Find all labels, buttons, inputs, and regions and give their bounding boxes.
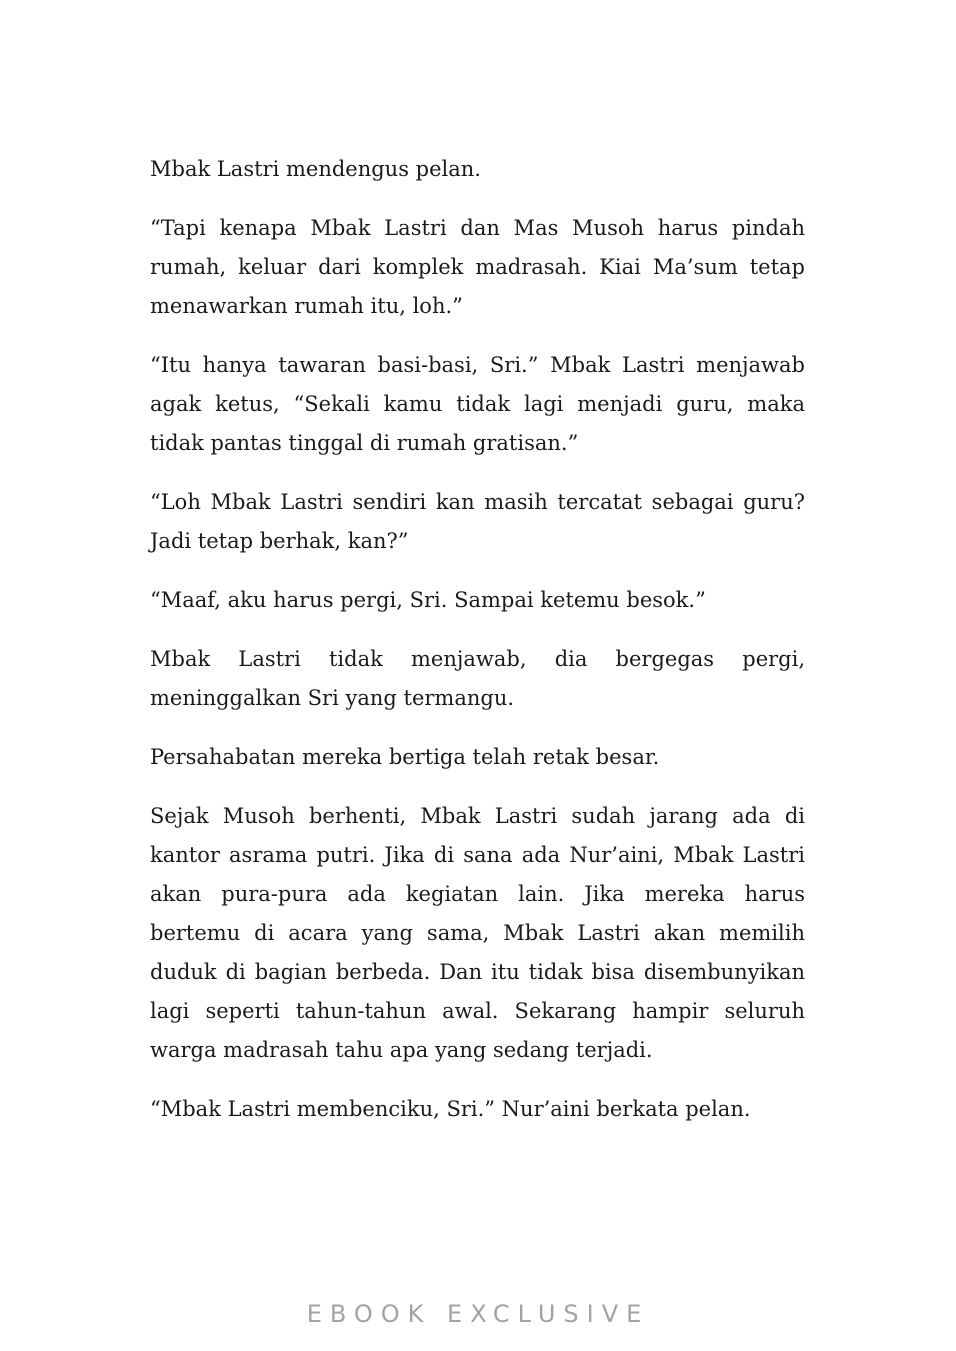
paragraph: “Tapi kenapa Mbak Lastri dan Mas Musoh harus pindah rumah, keluar dari komplek madrasah. Kiai Ma’sum tetap menawarkan rumah itu, loh.” (150, 216, 805, 318)
paragraph: “Mbak Lastri membenciku, Sri.” Nur’aini berkata pelan. (150, 1097, 751, 1121)
paragraph: Mbak Lastri tidak menjawab, dia bergegas pergi, meninggalkan Sri yang termangu. (150, 647, 805, 710)
paragraph: Persahabatan mereka bertiga telah retak besar. (150, 745, 660, 769)
paragraph: “Itu hanya tawaran basi-basi, Sri.” Mbak Lastri menjawab agak ketus, “Sekali kamu tidak lagi menjadi guru, maka tidak pantas tinggal di rumah gratisan.” (150, 353, 805, 455)
ebook-exclusive-footer: EBOOK EXCLUSIVE (306, 1300, 650, 1328)
page-body (150, 150, 805, 1149)
paragraph: “Maaf, aku harus pergi, Sri. Sampai ketemu besok.” (150, 588, 706, 612)
paragraph: Mbak Lastri mendengus pelan. (150, 157, 481, 181)
paragraph: Sejak Musoh berhenti, Mbak Lastri sudah jarang ada di kantor asrama putri. Jika di sana ada Nur’aini, Mbak Lastri akan pura-pura ada kegiatan lain. Jika mereka harus bertemu di acara yang sama, Mbak Lastri akan memilih duduk di bagian berbeda. Dan itu tidak bisa disembunyikan lagi seperti tahun-tahun awal. Sekarang hampir seluruh warga madrasah tahu apa yang sedang terjadi. (150, 804, 805, 1062)
paragraph: “Loh Mbak Lastri sendiri kan masih tercatat sebagai guru? Jadi tetap berhak, kan?” (150, 490, 805, 553)
